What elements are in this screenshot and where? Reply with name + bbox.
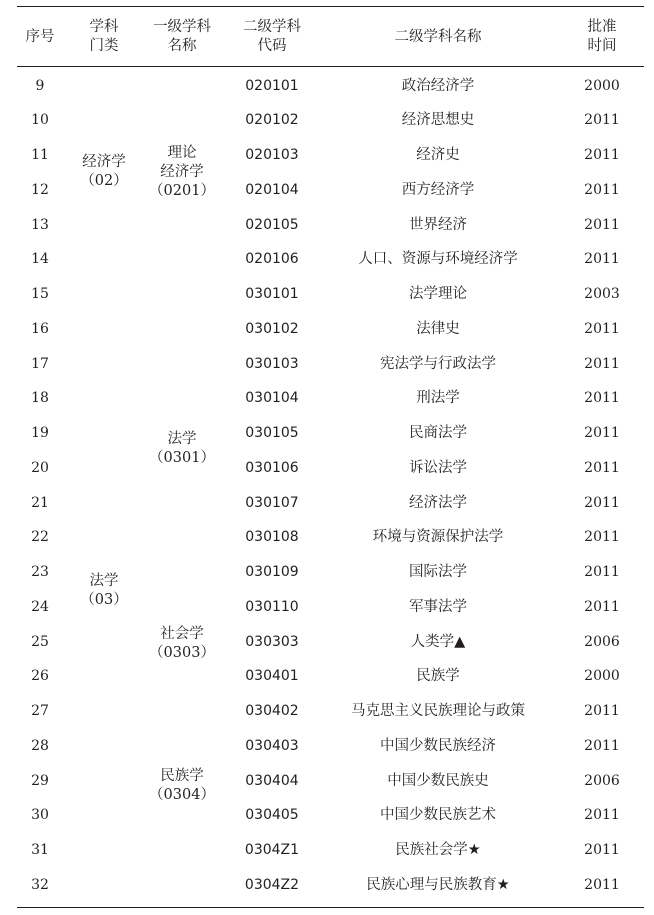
subject-name: 军事法学 [409, 599, 467, 615]
subject-name: 民商法学 [409, 425, 467, 441]
row-number: 30 [31, 807, 49, 823]
subject-code: 030103 [245, 356, 299, 372]
header-second-name-text: 二级学科名称 [394, 28, 482, 45]
subject-code: 0304Z1 [244, 842, 300, 858]
subject-code: 030107 [245, 495, 299, 511]
header-no [22, 14, 58, 60]
subject-name: 刑法学 [416, 390, 460, 406]
subject-code: 030102 [245, 321, 299, 337]
category-law-line2: （03） [80, 592, 128, 608]
first-level-sociology [146, 625, 218, 663]
approval-year: 2011 [584, 112, 620, 128]
subject-name: 法学理论 [409, 286, 467, 302]
approval-year: 2000 [584, 668, 620, 684]
subject-code: 030405 [245, 807, 299, 823]
subject-code: 020103 [245, 147, 299, 163]
approval-year: 2011 [584, 147, 620, 163]
subject-code: 030303 [245, 634, 299, 650]
row-number: 27 [31, 703, 49, 719]
first-level-line: （0201） [149, 183, 215, 199]
approval-year: 2011 [584, 599, 620, 615]
category-law [74, 572, 134, 610]
subject-code: 0304Z2 [244, 877, 300, 893]
first-level-theoretical-economics [146, 144, 218, 201]
approval-year: 2011 [584, 182, 620, 198]
header-first-level [146, 14, 218, 60]
subject-name: 经济史 [416, 147, 460, 163]
subject-code: 030403 [245, 738, 299, 754]
approval-year: 2011 [584, 738, 620, 754]
subject-code: 030108 [245, 529, 299, 545]
approval-year: 2011 [584, 564, 620, 580]
table-top-rule [17, 6, 644, 7]
approval-year: 2011 [584, 807, 620, 823]
subject-code: 030110 [245, 599, 299, 615]
header-rule [17, 66, 644, 67]
first-level-law [146, 430, 218, 468]
subject-name: 中国少数民族艺术 [380, 807, 496, 823]
row-number: 26 [31, 668, 49, 684]
row-number: 23 [31, 564, 49, 580]
subject-name: 宪法学与行政法学 [380, 356, 496, 372]
row-number: 31 [31, 842, 49, 858]
subject-code: 020106 [245, 251, 299, 267]
subject-name: 世界经济 [409, 217, 467, 233]
approval-year: 2011 [584, 703, 620, 719]
subject-name: 民族学 [416, 668, 460, 684]
first-level-line: 社会学 [160, 626, 204, 642]
subject-name: 法律史 [416, 321, 460, 337]
subject-code: 030106 [245, 460, 299, 476]
table-bottom-rule [17, 907, 644, 908]
subject-name: 民族社会学★ [395, 842, 481, 858]
subject-name: 民族心理与民族教育★ [366, 877, 510, 893]
header-second-code-line1: 二级学科 [243, 19, 301, 35]
approval-year: 2003 [584, 286, 620, 302]
row-number: 17 [31, 356, 49, 372]
row-number: 11 [31, 147, 49, 163]
category-economics-line1: 经济学 [82, 154, 126, 170]
row-number: 9 [35, 78, 45, 94]
row-number: 18 [31, 390, 49, 406]
first-level-line: （0301） [149, 450, 215, 466]
first-level-line: 法学 [167, 431, 197, 447]
row-number: 29 [31, 773, 49, 789]
row-number: 14 [31, 251, 49, 267]
subject-code: 030109 [245, 564, 299, 580]
header-category-line1: 学科 [89, 19, 119, 35]
first-level-line: 理论 [167, 145, 197, 161]
row-number: 19 [31, 425, 49, 441]
subject-name: 国际法学 [409, 564, 467, 580]
header-approval-line1: 批准 [587, 19, 617, 35]
subject-code: 030104 [245, 390, 299, 406]
subject-code: 020104 [245, 182, 299, 198]
approval-year: 2011 [584, 529, 620, 545]
header-no-text: 序号 [25, 28, 55, 45]
subject-name: 政治经济学 [401, 78, 475, 94]
row-number: 24 [31, 599, 49, 615]
row-number: 22 [31, 529, 49, 545]
row-number: 16 [31, 321, 49, 337]
first-level-line: 经济学 [160, 164, 204, 180]
approval-year: 2011 [584, 495, 620, 511]
approval-year: 2011 [584, 425, 620, 441]
subject-code: 030401 [245, 668, 299, 684]
subject-name: 西方经济学 [401, 182, 475, 198]
approval-year: 2011 [584, 251, 620, 267]
subject-code: 020105 [245, 217, 299, 233]
header-second-code [236, 14, 308, 60]
header-approval-time [578, 14, 626, 60]
subject-name: 环境与资源保护法学 [372, 529, 504, 545]
approval-year: 2006 [584, 634, 620, 650]
header-second-code-line2: 代码 [257, 38, 287, 54]
approval-year: 2000 [584, 78, 620, 94]
subject-name: 诉讼法学 [409, 460, 467, 476]
header-first-level-line1: 一级学科 [153, 19, 211, 35]
subject-code: 030105 [245, 425, 299, 441]
subject-code: 020102 [245, 112, 299, 128]
subject-name: 人口、资源与环境经济学 [358, 251, 518, 267]
header-first-level-line2: 名称 [167, 38, 197, 54]
header-approval-line2: 时间 [587, 38, 617, 54]
row-number: 15 [31, 286, 49, 302]
approval-year: 2006 [584, 773, 620, 789]
subject-name: 经济法学 [409, 495, 467, 511]
row-number: 20 [31, 460, 49, 476]
subject-code: 030101 [245, 286, 299, 302]
first-level-line: （0303） [149, 645, 215, 661]
row-number: 13 [31, 217, 49, 233]
subject-code: 020101 [245, 78, 299, 94]
first-level-line: 民族学 [160, 768, 204, 784]
subject-name: 人类学▲ [410, 634, 466, 650]
first-level-line: （0304） [149, 787, 215, 803]
row-number: 12 [31, 182, 49, 198]
header-category [74, 14, 134, 60]
row-number: 32 [31, 877, 49, 893]
subject-code: 030402 [245, 703, 299, 719]
approval-year: 2011 [584, 842, 620, 858]
first-level-ethnology [146, 767, 218, 805]
row-number: 28 [31, 738, 49, 754]
subject-name: 中国少数民族经济 [380, 738, 496, 754]
category-economics-line2: （02） [80, 173, 128, 189]
row-number: 25 [31, 634, 49, 650]
approval-year: 2011 [584, 877, 620, 893]
subject-code: 030404 [245, 773, 299, 789]
subject-name: 中国少数民族史 [387, 773, 489, 789]
category-economics [74, 153, 134, 191]
approval-year: 2011 [584, 390, 620, 406]
header-second-name [318, 14, 558, 60]
category-law-line1: 法学 [89, 573, 119, 589]
approval-year: 2011 [584, 356, 620, 372]
subject-name: 经济思想史 [401, 112, 475, 128]
approval-year: 2011 [584, 217, 620, 233]
row-number: 10 [31, 112, 49, 128]
header-category-line2: 门类 [89, 38, 119, 54]
row-number: 21 [31, 495, 49, 511]
approval-year: 2011 [584, 321, 620, 337]
subject-name: 马克思主义民族理论与政策 [351, 703, 525, 719]
approval-year: 2011 [584, 460, 620, 476]
